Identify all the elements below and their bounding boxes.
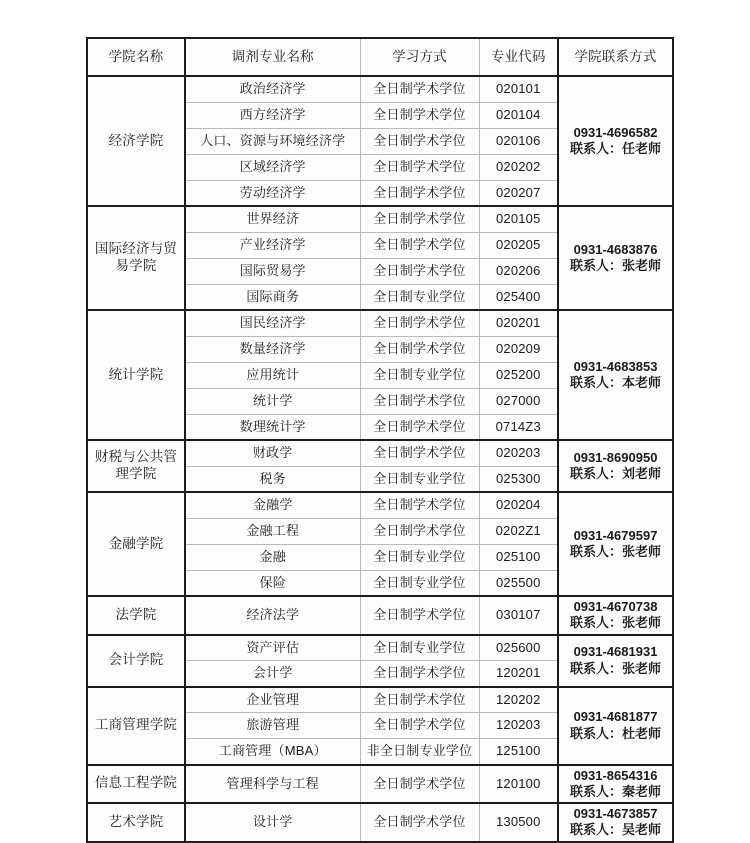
cell-major-code: 130500 [479,803,558,842]
cell-college-contact [558,492,673,596]
contact-person: 联系人：秦老师 [569,783,661,799]
cell-major-code: 020106 [479,128,558,154]
table-row [87,492,673,518]
cell-major-code: 025100 [479,544,558,570]
cell-major-code: 027000 [479,388,558,414]
column-header-major-code: 专业代码 [479,38,558,76]
cell-study-mode: 全日制专业学位 [360,635,479,661]
cell-college-contact [558,76,673,206]
cell-major-code: 020204 [479,492,558,518]
cell-major-code: 0714Z3 [479,414,558,440]
cell-college-contact [558,206,673,310]
cell-college-contact [558,596,673,635]
cell-major-code: 120201 [479,661,558,687]
table-row [87,765,673,804]
contact-person: 联系人：张老师 [569,615,661,631]
table-body [87,76,673,842]
contact-person: 联系人：杜老师 [569,725,661,741]
cell-study-mode: 全日制学术学位 [360,76,479,102]
cell-major-code: 020202 [479,154,558,180]
cell-study-mode: 全日制学术学位 [360,687,479,713]
cell-major-code: 025300 [479,466,558,492]
cell-major-name: 经济法学 [185,596,360,635]
cell-major-name: 税务 [185,466,360,492]
table-header-row [87,38,673,76]
cell-major-code: 020104 [479,102,558,128]
cell-major-name: 区域经济学 [185,154,360,180]
cell-college-contact [558,803,673,842]
contact-phone: 0931-4679597 [573,527,658,543]
cell-college-name: 经济学院 [87,76,185,206]
contact-person: 联系人：吴老师 [569,822,661,838]
cell-major-code: 020105 [479,206,558,232]
cell-study-mode: 全日制学术学位 [360,154,479,180]
cell-major-name: 金融 [185,544,360,570]
cell-major-name: 保险 [185,570,360,596]
cell-study-mode: 全日制专业学位 [360,362,479,388]
cell-study-mode: 全日制学术学位 [360,258,479,284]
cell-major-code: 020206 [479,258,558,284]
contact-phone: 0931-4683876 [573,241,658,257]
cell-college-name: 法学院 [87,596,185,635]
cell-major-code: 025400 [479,284,558,310]
cell-major-name: 资产评估 [185,635,360,661]
cell-major-name: 数量经济学 [185,336,360,362]
cell-college-name: 统计学院 [87,310,185,440]
table-row [87,803,673,842]
cell-major-code: 025200 [479,362,558,388]
cell-major-name: 数理统计学 [185,414,360,440]
cell-study-mode: 全日制学术学位 [360,232,479,258]
cell-college-contact [558,440,673,492]
adjustment-majors-table-container [86,37,672,843]
cell-major-name: 设计学 [185,803,360,842]
cell-major-name: 国际贸易学 [185,258,360,284]
cell-study-mode: 全日制学术学位 [360,388,479,414]
cell-major-name: 工商管理（MBA） [185,739,360,765]
cell-college-contact [558,687,673,765]
cell-major-name: 国际商务 [185,284,360,310]
cell-college-name: 财税与公共管理学院 [87,440,185,492]
cell-study-mode: 全日制学术学位 [360,440,479,466]
cell-major-code: 020207 [479,180,558,206]
cell-major-name: 劳动经济学 [185,180,360,206]
adjustment-majors-table [86,37,674,843]
cell-study-mode: 非全日制专业学位 [360,739,479,765]
cell-major-name: 应用统计 [185,362,360,388]
cell-college-name: 工商管理学院 [87,687,185,765]
cell-study-mode: 全日制学术学位 [360,414,479,440]
cell-study-mode: 全日制学术学位 [360,713,479,739]
cell-study-mode: 全日制学术学位 [360,765,479,804]
cell-study-mode: 全日制学术学位 [360,518,479,544]
cell-study-mode: 全日制专业学位 [360,544,479,570]
cell-study-mode: 全日制学术学位 [360,128,479,154]
cell-major-code: 025500 [479,570,558,596]
cell-study-mode: 全日制学术学位 [360,803,479,842]
cell-major-name: 金融工程 [185,518,360,544]
cell-college-name: 国际经济与贸易学院 [87,206,185,310]
table-row [87,687,673,713]
table-row [87,206,673,232]
cell-major-name: 产业经济学 [185,232,360,258]
contact-phone: 0931-8654316 [573,767,658,783]
contact-phone: 0931-4683853 [573,358,658,374]
cell-major-name: 政治经济学 [185,76,360,102]
cell-study-mode: 全日制学术学位 [360,336,479,362]
cell-study-mode: 全日制学术学位 [360,492,479,518]
cell-college-name: 金融学院 [87,492,185,596]
cell-study-mode: 全日制学术学位 [360,206,479,232]
contact-phone: 0931-4673857 [573,806,658,821]
cell-college-name: 信息工程学院 [87,765,185,804]
cell-study-mode: 全日制学术学位 [360,661,479,687]
contact-person: 联系人：刘老师 [569,466,661,481]
cell-study-mode: 全日制专业学位 [360,570,479,596]
cell-major-code: 120202 [479,687,558,713]
cell-major-code: 120100 [479,765,558,804]
cell-major-code: 125100 [479,739,558,765]
column-header-major: 调剂专业名称 [185,38,360,76]
contact-phone: 0931-4681877 [573,709,658,725]
contact-phone: 0931-4670738 [573,599,658,614]
cell-major-name: 财政学 [185,440,360,466]
column-header-college: 学院名称 [87,38,185,76]
cell-college-name: 艺术学院 [87,803,185,842]
column-header-contact: 学院联系方式 [558,38,673,76]
cell-major-code: 0202Z1 [479,518,558,544]
contact-person: 联系人：张老师 [569,544,661,559]
cell-study-mode: 全日制专业学位 [360,466,479,492]
cell-major-code: 020101 [479,76,558,102]
cell-college-contact [558,310,673,440]
contact-person: 联系人：张老师 [569,660,661,676]
cell-major-code: 120203 [479,713,558,739]
contact-person: 联系人：任老师 [569,141,661,156]
cell-college-contact [558,635,673,687]
contact-person: 联系人：本老师 [569,375,661,390]
contact-person: 联系人：张老师 [569,258,661,273]
cell-study-mode: 全日制学术学位 [360,102,479,128]
cell-major-code: 020203 [479,440,558,466]
cell-major-code: 020201 [479,310,558,336]
cell-study-mode: 全日制学术学位 [360,310,479,336]
cell-major-name: 统计学 [185,388,360,414]
cell-college-name: 会计学院 [87,635,185,687]
column-header-study-mode: 学习方式 [360,38,479,76]
cell-major-name: 国民经济学 [185,310,360,336]
cell-major-name: 管理科学与工程 [185,765,360,804]
cell-major-name: 金融学 [185,492,360,518]
cell-study-mode: 全日制学术学位 [360,596,479,635]
cell-major-name: 世界经济 [185,206,360,232]
cell-major-code: 025600 [479,635,558,661]
cell-major-name: 西方经济学 [185,102,360,128]
table-row [87,76,673,102]
cell-major-code: 020205 [479,232,558,258]
cell-major-code: 030107 [479,596,558,635]
cell-major-name: 会计学 [185,661,360,687]
cell-major-name: 企业管理 [185,687,360,713]
table-row [87,310,673,336]
table-header [87,38,673,76]
cell-study-mode: 全日制专业学位 [360,284,479,310]
table-row [87,596,673,635]
contact-phone: 0931-4681931 [573,644,658,660]
cell-college-contact [558,765,673,804]
cell-major-code: 020209 [479,336,558,362]
table-row [87,635,673,661]
table-row [87,440,673,466]
cell-major-name: 旅游管理 [185,713,360,739]
contact-phone: 0931-8690950 [573,449,658,465]
contact-phone: 0931-4696582 [573,124,658,140]
cell-major-name: 人口、资源与环境经济学 [185,128,360,154]
cell-study-mode: 全日制学术学位 [360,180,479,206]
